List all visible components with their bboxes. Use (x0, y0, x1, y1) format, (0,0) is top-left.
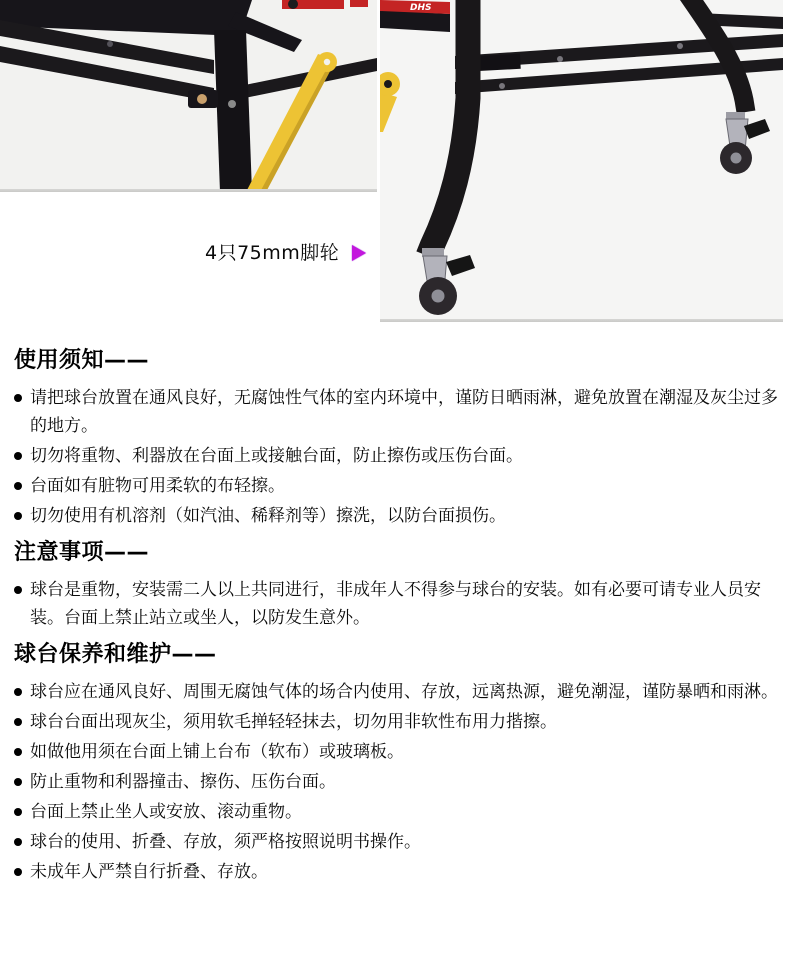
list-item: 台面上禁止坐人或安放、滚动重物。 (14, 798, 778, 826)
list-item: 切勿将重物、利器放在台面上或接触台面，防止擦伤或压伤台面。 (14, 442, 778, 470)
maintenance-list (14, 674, 778, 886)
product-photo-casters (380, 0, 783, 322)
bullet-icon (14, 512, 22, 520)
caption-text: 4只75mm脚轮 (205, 242, 340, 264)
brand-logo-text: DHS (410, 3, 432, 13)
list-item: 请把球台放置在通风良好，无腐蚀性气体的室内环境中，谨防日晒雨淋，避免放置在潮湿及灰尘过多的地方。 (14, 384, 778, 440)
bullet-icon (14, 838, 22, 846)
bullet-icon (14, 394, 22, 402)
section-heading-usage: 使用须知—— (14, 348, 150, 373)
hero-photo-section (0, 0, 790, 340)
bullet-icon (14, 688, 22, 696)
bullet-icon (14, 586, 22, 594)
bullet-icon (14, 718, 22, 726)
instructions-content (14, 347, 778, 890)
list-item: 切勿使用有机溶剂（如汽油、稀释剂等）擦洗，以防台面损伤。 (14, 502, 778, 530)
casters-illustration (380, 0, 783, 322)
list-item: 球台应在通风良好、周围无腐蚀气体的场合内使用、存放，远离热源，避免潮湿，谨防暴晒和雨淋。 (14, 678, 778, 706)
list-item: 球台是重物，安装需二人以上共同进行，非成年人不得参与球台的安装。如有必要可请专业人员安装。台面上禁止站立或坐人，以防发生意外。 (14, 576, 778, 632)
bullet-icon (14, 452, 22, 460)
list-item: 球台台面出现灰尘，须用软毛掸轻轻抹去，切勿用非软性布用力揩擦。 (14, 708, 778, 736)
section-heading-precautions: 注意事项—— (14, 540, 150, 565)
bullet-icon (14, 868, 22, 876)
precautions-list (14, 572, 778, 632)
bullet-icon (14, 482, 22, 490)
section-heading-maintenance: 球台保养和维护—— (14, 642, 217, 667)
list-item: 防止重物和利器撞击、擦伤、压伤台面。 (14, 768, 778, 796)
list-item: 球台的使用、折叠、存放，须严格按照说明书操作。 (14, 828, 778, 856)
list-item: 如做他用须在台面上铺上台布（软布）或玻璃板。 (14, 738, 778, 766)
table-corner-illustration (0, 0, 377, 192)
list-item: 台面如有脏物可用柔软的布轻擦。 (14, 472, 778, 500)
bullet-icon (14, 778, 22, 786)
product-photo-table-corner (0, 0, 377, 192)
list-item: 未成年人严禁自行折叠、存放。 (14, 858, 778, 886)
caption-arrow-icon (352, 245, 366, 261)
bullet-icon (14, 748, 22, 756)
bullet-icon (14, 808, 22, 816)
feature-caption-casters (205, 242, 366, 264)
usage-list (14, 380, 778, 530)
